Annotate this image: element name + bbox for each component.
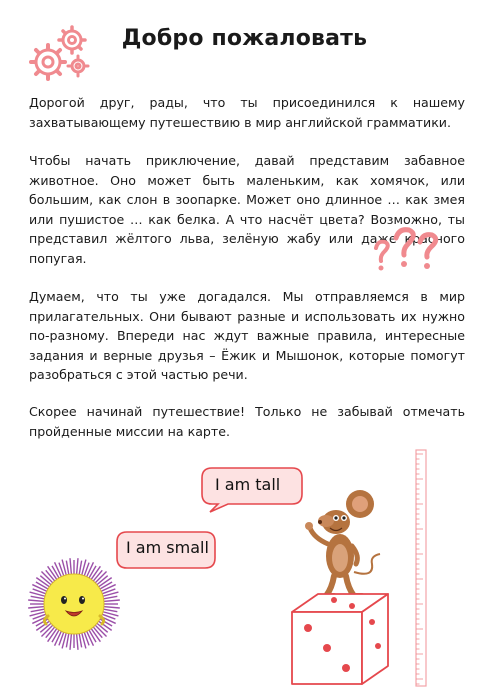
imagine-paragraph: Чтобы начать приключение, давай представим забавное животное. Оно может быть маленьким, как хомячок, или большим, как слон в зоопарке. Может оно длинное … как змея или пушистое … как белка. А что насчёт цвета? Возможно, ты представил жёлтого льва, зелёную жабу или даже красного попугая. <box>29 153 465 266</box>
hedgehog-illustration <box>26 556 122 652</box>
bubble-tall-text: I am tall <box>215 475 281 494</box>
question-marks-icon <box>368 226 448 280</box>
speech-bubble-tall <box>198 466 304 514</box>
ruler-icon <box>406 448 436 688</box>
adjectives-paragraph: Думаем, что ты уже догадался. Мы отправляемся в мир прилагательных. Они бывают разные и использовать их нужно по-разному. Впереди нас ждут важные правила, интересные задания и верные друзья – Ёжик и Мышонок, которые помогут разобраться с этой частью речи. <box>29 289 465 383</box>
intro-paragraph: Дорогой друг, рады, что ты присоединился к нашему захватывающему путешествию в мир английской грамматики. <box>29 95 465 130</box>
speech-bubble-small <box>115 526 219 574</box>
bubble-small-text: I am small <box>126 538 209 557</box>
page-title: Добро пожаловать <box>121 26 368 51</box>
start-journey-paragraph: Скорее начинай путешествие! Только не забывай отмечать пройденные миссии на карте. <box>29 404 465 439</box>
dice-illustration <box>288 588 392 688</box>
